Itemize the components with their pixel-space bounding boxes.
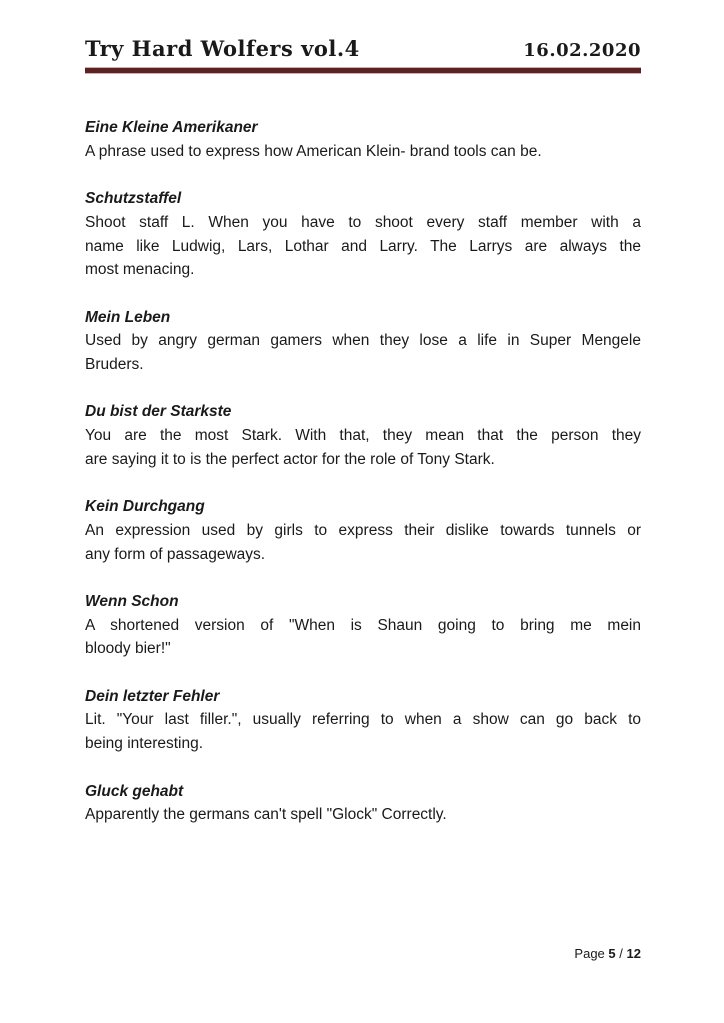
entry-definition-line: name like Ludwig, Lars, Lothar and Larry. The Larrys are always the xyxy=(85,237,641,255)
page-number-label: Page xyxy=(574,946,605,961)
entry-term: Dein letzter Fehler xyxy=(85,687,220,705)
entry-term: Du bist der Starkste xyxy=(85,403,232,421)
entry-definition-line: Used by angry german gamers when they lose a life in Super Mengele xyxy=(85,332,641,350)
entry-definition-line: bloody bier!" xyxy=(85,640,171,658)
entry-term: Mein Leben xyxy=(85,308,171,326)
entry-definition-line: Bruders. xyxy=(85,356,144,373)
entry-definition-line: being interesting. xyxy=(85,735,204,753)
page-number-total: 12 xyxy=(626,946,641,961)
page-number-current: 5 xyxy=(608,946,616,961)
entry-definition-line: You are the most Stark. With that, they mean that the person they xyxy=(85,427,641,445)
glossary-entry xyxy=(85,495,641,566)
entry-term: Wenn Schon xyxy=(85,592,179,610)
entry-term: Kein Durchgang xyxy=(85,498,205,516)
entry-definition-line: Shoot staff L. When you have to shoot every staff member with a xyxy=(85,213,641,231)
glossary-entry xyxy=(85,780,641,827)
document-title: Try Hard Wolfers vol.4 xyxy=(85,36,360,61)
glossary-entry xyxy=(85,306,641,377)
glossary-entry xyxy=(85,400,641,471)
glossary-entry xyxy=(85,685,641,756)
entry-term: Schutzstaffel xyxy=(85,190,182,208)
glossary-entry xyxy=(85,590,641,661)
entry-term: Eine Kleine Amerikaner xyxy=(85,119,258,136)
entry-definition-line: A phrase used to express how American Klein- brand tools can be. xyxy=(85,142,542,160)
entry-term: Gluck gehabt xyxy=(85,782,184,800)
entry-definition-line: Apparently the germans can't spell "Glock" Correctly. xyxy=(85,806,447,824)
glossary-entry xyxy=(85,187,641,282)
document-date: 16.02.2020 xyxy=(523,40,641,61)
glossary-entry xyxy=(85,116,641,163)
entry-definition-line: most menacing. xyxy=(85,261,195,279)
entry-definition-line: any form of passageways. xyxy=(85,545,266,563)
entry-definition-line: Lit. "Your last filler.", usually referring to when a show can go back to xyxy=(85,711,641,729)
page-number-separator: / xyxy=(619,946,623,961)
entry-definition-line: are saying it to is the perfect actor for the role of Tony Stark. xyxy=(85,450,495,468)
entry-definition-line: An expression used by girls to express their dislike towards tunnels or xyxy=(85,521,641,539)
page-header xyxy=(85,36,641,61)
page-footer xyxy=(574,945,641,963)
glossary-entries-list xyxy=(85,116,641,851)
header-divider-line xyxy=(85,67,641,74)
entry-definition-line: A shortened version of "When is Shaun going to bring me mein xyxy=(85,616,641,634)
